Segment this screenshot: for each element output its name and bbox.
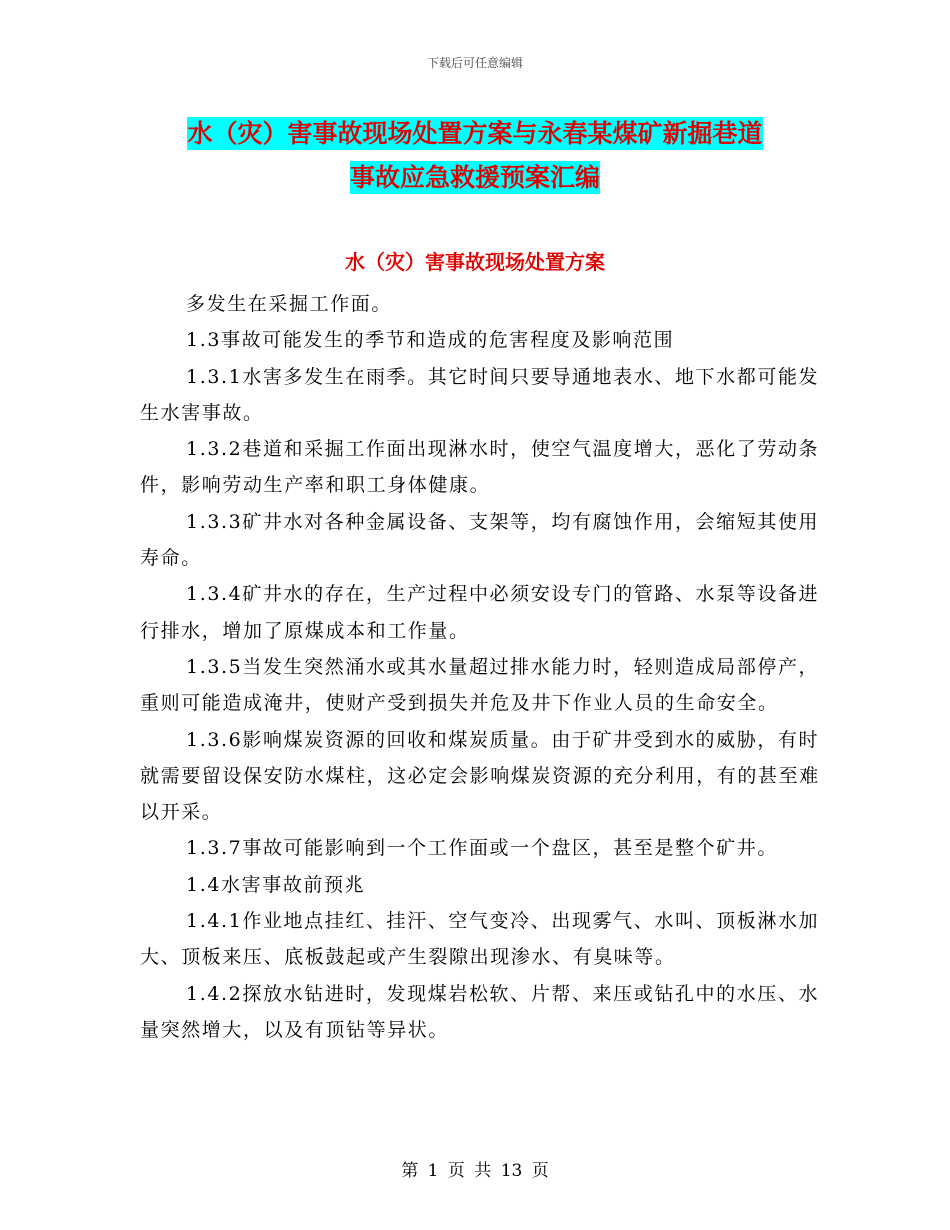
page-footer: 第 1 页 共 13 页: [401, 1161, 549, 1181]
document-title-line-2: 事故应急救援预案汇编: [349, 163, 600, 192]
section-title: 水（灾）害事故现场处置方案: [345, 250, 605, 274]
paragraph: 1.3.2巷道和采掘工作面出现淋水时，使空气温度增大，恶化了劳动条件，影响劳动生产率和职工身体健康。: [140, 438, 820, 497]
paragraph: 1.3.4矿井水的存在，生产过程中必须安设专门的管路、水泵等设备进行排水，增加了原煤成本和工作量。: [140, 583, 820, 642]
paragraph: 1.3事故可能发生的季节和造成的危害程度及影响范围: [186, 329, 675, 352]
paragraph: 1.3.1水害多发生在雨季。其它时间只要导通地表水、地下水都可能发生水害事故。: [140, 365, 820, 424]
document-body: [140, 286, 820, 1048]
paragraph: 1.3.5当发生突然涌水或其水量超过排水能力时，轻则造成局部停产，重则可能造成淹井，使财产受到损失并危及井下作业人员的生命安全。: [140, 655, 820, 715]
paragraph: 1.3.3矿井水对各种金属设备、支架等，均有腐蚀作用，会缩短其使用寿命。: [140, 510, 820, 570]
paragraph: 1.3.7事故可能影响到一个工作面或一个盘区，甚至是整个矿井。: [186, 837, 778, 860]
paragraph: 1.4水害事故前预兆: [186, 873, 366, 896]
paragraph: 1.4.2探放水钻进时，发现煤岩松软、片帮、来压或钻孔中的水压、水量突然增大，以及有顶钻等异状。: [140, 982, 820, 1041]
paragraph: 1.4.1作业地点挂红、挂汗、空气变冷、出现雾气、水叫、顶板淋水加大、顶板来压、底板鼓起或产生裂隙出现渗水、有臭味等。: [140, 910, 820, 969]
paragraph: 1.3.6影响煤炭资源的回收和煤炭质量。由于矿井受到水的威胁，有时就需要留设保安防水煤柱，这必定会影响煤炭资源的充分利用，有的甚至难以开采。: [140, 728, 820, 824]
document-title: [0, 112, 950, 200]
page-header-note: 下载后可任意编辑: [426, 56, 523, 70]
paragraph: 多发生在采掘工作面。: [186, 293, 393, 315]
document-title-line-1: 水（灾）害事故现场处置方案与永春某煤矿新掘巷道: [187, 119, 763, 148]
